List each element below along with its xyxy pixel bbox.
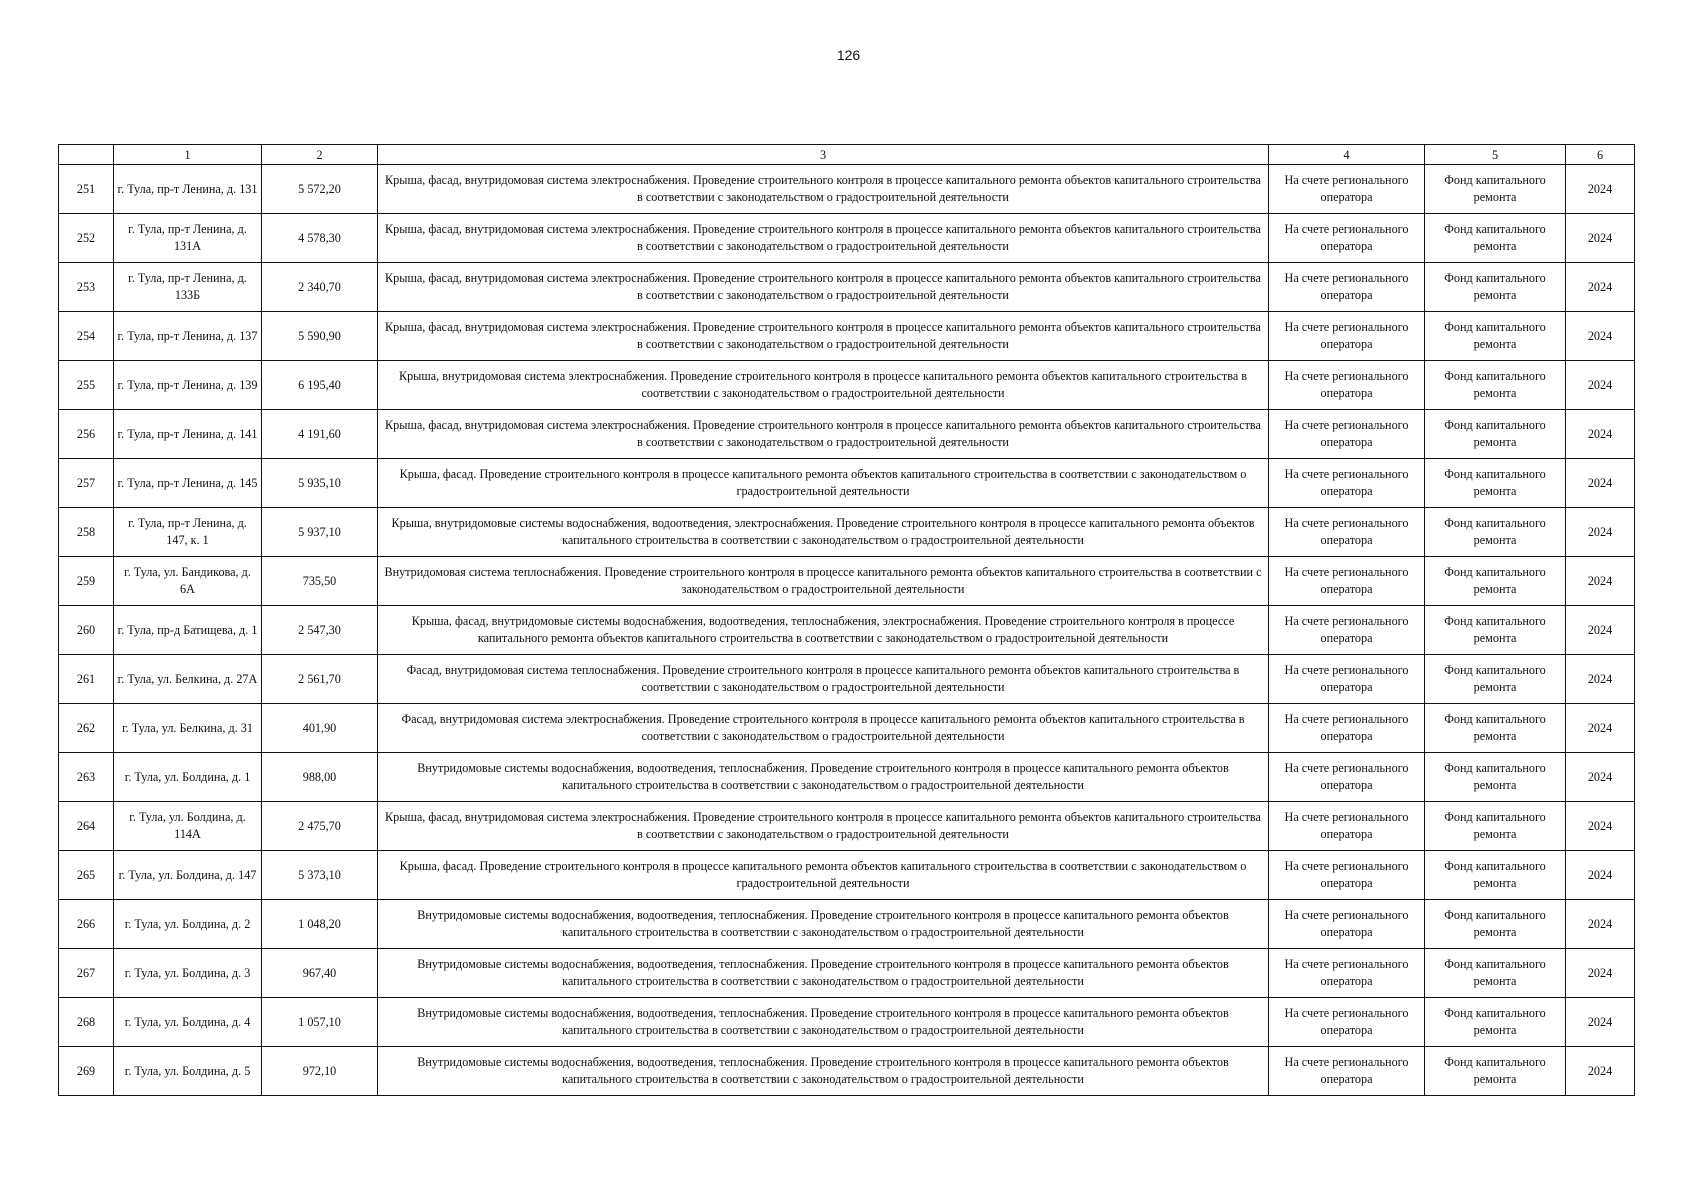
table-row xyxy=(59,802,1635,851)
table-row xyxy=(59,557,1635,606)
cost-cell: 2 475,70 xyxy=(262,802,378,851)
year-cell: 2024 xyxy=(1566,851,1635,900)
column-number-row xyxy=(59,145,1635,165)
funding-source-cell: Фонд капитального ремонта xyxy=(1425,361,1566,410)
row-number-cell: 262 xyxy=(59,704,114,753)
column-number-cell: 2 xyxy=(262,145,378,165)
table-row xyxy=(59,361,1635,410)
year-cell: 2024 xyxy=(1566,557,1635,606)
cost-cell: 4 191,60 xyxy=(262,410,378,459)
row-number-cell: 258 xyxy=(59,508,114,557)
funding-source-cell: Фонд капитального ремонта xyxy=(1425,1047,1566,1096)
cost-cell: 972,10 xyxy=(262,1047,378,1096)
table-row xyxy=(59,508,1635,557)
works-description-cell: Крыша, внутридомовая система электроснабжения. Проведение строительного контроля в процессе капитального ремонта объектов капитального строительства в соответствии с законодательством о градостроительной деятельности xyxy=(378,361,1269,410)
row-number-cell: 252 xyxy=(59,214,114,263)
cost-cell: 5 935,10 xyxy=(262,459,378,508)
funding-source-cell: Фонд капитального ремонта xyxy=(1425,851,1566,900)
cost-cell: 5 590,90 xyxy=(262,312,378,361)
funding-source-cell: Фонд капитального ремонта xyxy=(1425,214,1566,263)
works-description-cell: Внутридомовые системы водоснабжения, водоотведения, теплоснабжения. Проведение строительного контроля в процессе капитального ремонта объектов капитального строительства в соответствии с законодательством о градостроительной деятельности xyxy=(378,949,1269,998)
row-number-cell: 268 xyxy=(59,998,114,1047)
account-type-cell: На счете регионального оператора xyxy=(1269,851,1425,900)
address-cell: г. Тула, пр-т Ленина, д. 133Б xyxy=(114,263,262,312)
address-cell: г. Тула, ул. Болдина, д. 147 xyxy=(114,851,262,900)
account-type-cell: На счете регионального оператора xyxy=(1269,214,1425,263)
works-description-cell: Крыша, фасад, внутридомовая система электроснабжения. Проведение строительного контроля в процессе капитального ремонта объектов капитального строительства в соответствии с законодательством о градостроительной деятельности xyxy=(378,802,1269,851)
cost-cell: 6 195,40 xyxy=(262,361,378,410)
year-cell: 2024 xyxy=(1566,312,1635,361)
table-row xyxy=(59,263,1635,312)
funding-source-cell: Фонд капитального ремонта xyxy=(1425,655,1566,704)
works-description-cell: Внутридомовые системы водоснабжения, водоотведения, теплоснабжения. Проведение строительного контроля в процессе капитального ремонта объектов капитального строительства в соответствии с законодательством о градостроительной деятельности xyxy=(378,998,1269,1047)
row-number-cell: 265 xyxy=(59,851,114,900)
funding-source-cell: Фонд капитального ремонта xyxy=(1425,704,1566,753)
works-description-cell: Крыша, фасад, внутридомовая система электроснабжения. Проведение строительного контроля в процессе капитального ремонта объектов капитального строительства в соответствии с законодательством о градостроительной деятельности xyxy=(378,165,1269,214)
cost-cell: 5 572,20 xyxy=(262,165,378,214)
funding-source-cell: Фонд капитального ремонта xyxy=(1425,557,1566,606)
capital-repair-table xyxy=(58,144,1635,1096)
cost-cell: 1 057,10 xyxy=(262,998,378,1047)
account-type-cell: На счете регионального оператора xyxy=(1269,900,1425,949)
cost-cell: 2 547,30 xyxy=(262,606,378,655)
row-number-cell: 253 xyxy=(59,263,114,312)
account-type-cell: На счете регионального оператора xyxy=(1269,655,1425,704)
year-cell: 2024 xyxy=(1566,1047,1635,1096)
works-description-cell: Внутридомовые системы водоснабжения, водоотведения, теплоснабжения. Проведение строительного контроля в процессе капитального ремонта объектов капитального строительства в соответствии с законодательством о градостроительной деятельности xyxy=(378,900,1269,949)
column-number-cell xyxy=(59,145,114,165)
address-cell: г. Тула, ул. Болдина, д. 5 xyxy=(114,1047,262,1096)
row-number-cell: 264 xyxy=(59,802,114,851)
account-type-cell: На счете регионального оператора xyxy=(1269,312,1425,361)
table-row xyxy=(59,900,1635,949)
row-number-cell: 269 xyxy=(59,1047,114,1096)
funding-source-cell: Фонд капитального ремонта xyxy=(1425,312,1566,361)
table-row xyxy=(59,655,1635,704)
row-number-cell: 260 xyxy=(59,606,114,655)
year-cell: 2024 xyxy=(1566,214,1635,263)
works-description-cell: Крыша, фасад. Проведение строительного контроля в процессе капитального ремонта объектов капитального строительства в соответствии с законодательством о градостроительной деятельности xyxy=(378,459,1269,508)
year-cell: 2024 xyxy=(1566,410,1635,459)
account-type-cell: На счете регионального оператора xyxy=(1269,802,1425,851)
account-type-cell: На счете регионального оператора xyxy=(1269,459,1425,508)
table-row xyxy=(59,312,1635,361)
account-type-cell: На счете регионального оператора xyxy=(1269,165,1425,214)
address-cell: г. Тула, пр-т Ленина, д. 147, к. 1 xyxy=(114,508,262,557)
column-number-cell: 4 xyxy=(1269,145,1425,165)
column-number-cell: 1 xyxy=(114,145,262,165)
column-number-cell: 6 xyxy=(1566,145,1635,165)
funding-source-cell: Фонд капитального ремонта xyxy=(1425,949,1566,998)
cost-cell: 967,40 xyxy=(262,949,378,998)
works-description-cell: Крыша, фасад, внутридомовая система электроснабжения. Проведение строительного контроля в процессе капитального ремонта объектов капитального строительства в соответствии с законодательством о градостроительной деятельности xyxy=(378,263,1269,312)
table-row xyxy=(59,410,1635,459)
address-cell: г. Тула, ул. Болдина, д. 3 xyxy=(114,949,262,998)
table-row xyxy=(59,459,1635,508)
funding-source-cell: Фонд капитального ремонта xyxy=(1425,606,1566,655)
works-description-cell: Крыша, фасад, внутридомовые системы водоснабжения, водоотведения, теплоснабжения, электроснабжения. Проведение строительного контроля в процессе капитального ремонта объектов капитального строительства в соответствии с законодательством о градостроительной деятельности xyxy=(378,606,1269,655)
row-number-cell: 251 xyxy=(59,165,114,214)
address-cell: г. Тула, пр-д Батищева, д. 1 xyxy=(114,606,262,655)
table-row xyxy=(59,165,1635,214)
works-description-cell: Крыша, внутридомовые системы водоснабжения, водоотведения, электроснабжения. Проведение строительного контроля в процессе капитального ремонта объектов капитального строительства в соответствии с законодательством о градостроительной деятельности xyxy=(378,508,1269,557)
row-number-cell: 259 xyxy=(59,557,114,606)
table-row xyxy=(59,998,1635,1047)
works-description-cell: Фасад, внутридомовая система электроснабжения. Проведение строительного контроля в процессе капитального ремонта объектов капитального строительства в соответствии с законодательством о градостроительной деятельности xyxy=(378,704,1269,753)
row-number-cell: 267 xyxy=(59,949,114,998)
account-type-cell: На счете регионального оператора xyxy=(1269,998,1425,1047)
address-cell: г. Тула, пр-т Ленина, д. 131А xyxy=(114,214,262,263)
year-cell: 2024 xyxy=(1566,753,1635,802)
funding-source-cell: Фонд капитального ремонта xyxy=(1425,459,1566,508)
year-cell: 2024 xyxy=(1566,263,1635,312)
row-number-cell: 261 xyxy=(59,655,114,704)
account-type-cell: На счете регионального оператора xyxy=(1269,557,1425,606)
funding-source-cell: Фонд капитального ремонта xyxy=(1425,753,1566,802)
account-type-cell: На счете регионального оператора xyxy=(1269,949,1425,998)
cost-cell: 2 561,70 xyxy=(262,655,378,704)
table-row xyxy=(59,949,1635,998)
year-cell: 2024 xyxy=(1566,802,1635,851)
account-type-cell: На счете регионального оператора xyxy=(1269,508,1425,557)
works-description-cell: Внутридомовая система теплоснабжения. Проведение строительного контроля в процессе капитального ремонта объектов капитального строительства в соответствии с законодательством о градостроительной деятельности xyxy=(378,557,1269,606)
funding-source-cell: Фонд капитального ремонта xyxy=(1425,410,1566,459)
address-cell: г. Тула, ул. Болдина, д. 1 xyxy=(114,753,262,802)
address-cell: г. Тула, пр-т Ленина, д. 137 xyxy=(114,312,262,361)
row-number-cell: 266 xyxy=(59,900,114,949)
works-description-cell: Крыша, фасад, внутридомовая система электроснабжения. Проведение строительного контроля в процессе капитального ремонта объектов капитального строительства в соответствии с законодательством о градостроительной деятельности xyxy=(378,410,1269,459)
column-number-cell: 3 xyxy=(378,145,1269,165)
row-number-cell: 263 xyxy=(59,753,114,802)
year-cell: 2024 xyxy=(1566,949,1635,998)
funding-source-cell: Фонд капитального ремонта xyxy=(1425,998,1566,1047)
works-description-cell: Крыша, фасад, внутридомовая система электроснабжения. Проведение строительного контроля в процессе капитального ремонта объектов капитального строительства в соответствии с законодательством о градостроительной деятельности xyxy=(378,312,1269,361)
account-type-cell: На счете регионального оператора xyxy=(1269,361,1425,410)
year-cell: 2024 xyxy=(1566,508,1635,557)
funding-source-cell: Фонд капитального ремонта xyxy=(1425,802,1566,851)
address-cell: г. Тула, ул. Болдина, д. 4 xyxy=(114,998,262,1047)
table-row xyxy=(59,214,1635,263)
row-number-cell: 257 xyxy=(59,459,114,508)
table-row xyxy=(59,851,1635,900)
table-row xyxy=(59,753,1635,802)
year-cell: 2024 xyxy=(1566,704,1635,753)
works-description-cell: Фасад, внутридомовая система теплоснабжения. Проведение строительного контроля в процессе капитального ремонта объектов капитального строительства в соответствии с законодательством о градостроительной деятельности xyxy=(378,655,1269,704)
cost-cell: 5 937,10 xyxy=(262,508,378,557)
cost-cell: 2 340,70 xyxy=(262,263,378,312)
cost-cell: 4 578,30 xyxy=(262,214,378,263)
funding-source-cell: Фонд капитального ремонта xyxy=(1425,263,1566,312)
address-cell: г. Тула, пр-т Ленина, д. 145 xyxy=(114,459,262,508)
year-cell: 2024 xyxy=(1566,361,1635,410)
cost-cell: 401,90 xyxy=(262,704,378,753)
works-description-cell: Крыша, фасад. Проведение строительного контроля в процессе капитального ремонта объектов капитального строительства в соответствии с законодательством о градостроительной деятельности xyxy=(378,851,1269,900)
address-cell: г. Тула, ул. Болдина, д. 2 xyxy=(114,900,262,949)
cost-cell: 735,50 xyxy=(262,557,378,606)
address-cell: г. Тула, пр-т Ленина, д. 139 xyxy=(114,361,262,410)
funding-source-cell: Фонд капитального ремонта xyxy=(1425,508,1566,557)
works-description-cell: Внутридомовые системы водоснабжения, водоотведения, теплоснабжения. Проведение строительного контроля в процессе капитального ремонта объектов капитального строительства в соответствии с законодательством о градостроительной деятельности xyxy=(378,1047,1269,1096)
year-cell: 2024 xyxy=(1566,655,1635,704)
account-type-cell: На счете регионального оператора xyxy=(1269,1047,1425,1096)
cost-cell: 988,00 xyxy=(262,753,378,802)
account-type-cell: На счете регионального оператора xyxy=(1269,606,1425,655)
row-number-cell: 256 xyxy=(59,410,114,459)
account-type-cell: На счете регионального оператора xyxy=(1269,704,1425,753)
funding-source-cell: Фонд капитального ремонта xyxy=(1425,165,1566,214)
account-type-cell: На счете регионального оператора xyxy=(1269,263,1425,312)
table-row xyxy=(59,1047,1635,1096)
works-description-cell: Крыша, фасад, внутридомовая система электроснабжения. Проведение строительного контроля в процессе капитального ремонта объектов капитального строительства в соответствии с законодательством о градостроительной деятельности xyxy=(378,214,1269,263)
year-cell: 2024 xyxy=(1566,900,1635,949)
account-type-cell: На счете регионального оператора xyxy=(1269,753,1425,802)
year-cell: 2024 xyxy=(1566,459,1635,508)
works-description-cell: Внутридомовые системы водоснабжения, водоотведения, теплоснабжения. Проведение строительного контроля в процессе капитального ремонта объектов капитального строительства в соответствии с законодательством о градостроительной деятельности xyxy=(378,753,1269,802)
row-number-cell: 254 xyxy=(59,312,114,361)
year-cell: 2024 xyxy=(1566,606,1635,655)
account-type-cell: На счете регионального оператора xyxy=(1269,410,1425,459)
address-cell: г. Тула, ул. Белкина, д. 27А xyxy=(114,655,262,704)
cost-cell: 5 373,10 xyxy=(262,851,378,900)
page-number: 126 xyxy=(836,47,861,63)
cost-cell: 1 048,20 xyxy=(262,900,378,949)
row-number-cell: 255 xyxy=(59,361,114,410)
year-cell: 2024 xyxy=(1566,165,1635,214)
address-cell: г. Тула, ул. Болдина, д. 114А xyxy=(114,802,262,851)
address-cell: г. Тула, пр-т Ленина, д. 131 xyxy=(114,165,262,214)
table-row xyxy=(59,606,1635,655)
address-cell: г. Тула, ул. Бандикова, д. 6А xyxy=(114,557,262,606)
table-row xyxy=(59,704,1635,753)
address-cell: г. Тула, пр-т Ленина, д. 141 xyxy=(114,410,262,459)
funding-source-cell: Фонд капитального ремонта xyxy=(1425,900,1566,949)
year-cell: 2024 xyxy=(1566,998,1635,1047)
address-cell: г. Тула, ул. Белкина, д. 31 xyxy=(114,704,262,753)
column-number-cell: 5 xyxy=(1425,145,1566,165)
